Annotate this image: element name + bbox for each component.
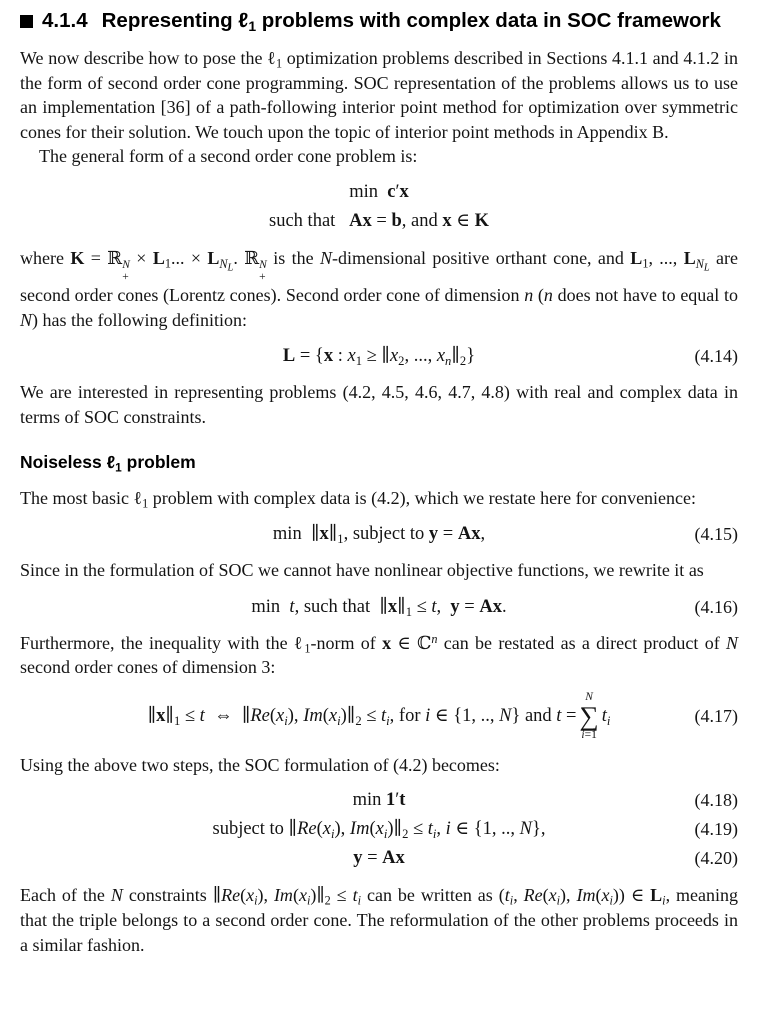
equation-soc-general: [20, 178, 738, 236]
equation-4-18: [20, 787, 738, 813]
equation-body: L = {x : $x_1$ ≥ $\parallel x_2$, ..., $x_n\parallel_2$}: [282, 346, 476, 369]
summation-lower-limit: i=1: [581, 729, 597, 742]
paragraph-since-soc: Since in the formulation of SOC we cannot have nonlinear objective functions, we rewrite it as: [20, 560, 704, 581]
summation-upper-limit: N: [585, 690, 593, 703]
equation-number: (4.19): [694, 819, 738, 840]
equation-4-19: [20, 816, 738, 842]
equation-body: [148, 691, 611, 742]
sigma-icon: ∑: [579, 700, 599, 731]
equation-body: subject to $\parallel Re(x_i)$, $Im(x_i)\parallel_2 \le t_i$, i ∈ {1, .., N},: [212, 819, 546, 842]
section-marker-icon: [20, 15, 33, 28]
equation-4-15: [20, 521, 738, 547]
paragraph-intro: We now describe how to pose the ℓ$_1$ optimization problems described in Sections 4.1.1 and 4.1.2 in the form of second order cone programming. SOC representation of the problems allows us to use an implementation [36] of a path-following interior point method for optimization over symmetric cones for their solution. We touch upon the topic of interior point methods in Appendix B.: [20, 48, 738, 142]
equation-body: y = Ax: [353, 848, 405, 869]
equation-number: (4.17): [694, 706, 738, 727]
equation-number: (4.16): [694, 596, 738, 617]
paragraph-where-k: where K = ℝ N + × $L_1$... × $L_{N_L}$. ℝ N + is the N-dimensional positive orthant cone, and $L_1$, ..., $L_{N_L}$ are second order cones (Lorentz cones). Second order cone of dimension n (n does not have to equal to N) has the following definition:: [20, 247, 739, 330]
paragraph-general-form: The general form of a second order cone problem is:: [39, 146, 418, 167]
subsection-heading: Noiseless ℓ$_1$ problem: [20, 451, 196, 475]
equation-4-17-left: $\parallel x\parallel_1 \le t$ ⇔ $\parallel Re(x_i)$, $Im(x_i)\parallel_2 \le t_i$, for i ∈ {1, .., N} and t =: [147, 706, 577, 729]
section-number: 4.1.4: [42, 9, 88, 32]
section-heading: [20, 9, 738, 33]
paragraph-interested: We are interested in representing problems (4.2, 4.5, 4.6, 4.7, 4.8) with real and complex data in terms of SOC constraints.: [20, 382, 738, 427]
equation-4-17-right: $t_i$: [601, 706, 611, 729]
equation-4-17: [20, 691, 738, 742]
equation-4-20: [20, 845, 738, 871]
equation-line-min-cx: min c′x: [349, 181, 409, 202]
equation-body: min t, such that $\parallel x\parallel_1 \le t$, y = Ax.: [251, 596, 507, 619]
equation-number: (4.18): [694, 790, 738, 811]
equation-group-soc-formulation: [20, 787, 738, 871]
equation-number: (4.15): [694, 524, 738, 545]
equation-body: min 1′t: [352, 790, 406, 811]
equation-number: (4.14): [694, 346, 738, 367]
equation-number: (4.20): [694, 848, 738, 869]
paragraph-most-basic: The most basic ℓ$_1$ problem with complex data is (4.2), which we restate here for convenience:: [20, 487, 697, 511]
equation-4-14: [20, 343, 738, 369]
equation-body: $\min \parallel x\parallel_1$, subject to y = Ax,: [272, 524, 486, 546]
equation-4-16: [20, 594, 738, 620]
section-title: Representing ℓ$_1$ problems with complex data in SOC framework: [101, 9, 721, 35]
paragraph-furthermore: Furthermore, the inequality with the ℓ$_1$-norm of x ∈ ℂ$^n$ can be restated as a direct product of N second order cones of dimension 3:: [20, 631, 739, 678]
summation-symbol: [579, 691, 598, 742]
equation-line-such-that: such that Ax = b, and x ∈ K: [269, 210, 489, 231]
paragraph-each-constraint: Each of the N constraints $\parallel Re(x_i)$, $Im(x_i)\parallel_2 \le t_i$ can be written as ($t_i$, $Re(x_i)$, $Im(x_i)$) ∈ $L_i$, meaning that the triple belongs to a second order cone. The reformulation of the other problems proceeds in a similar fashion.: [20, 885, 739, 955]
paragraph-using-steps: Using the above two steps, the SOC formulation of (4.2) becomes:: [20, 754, 500, 775]
